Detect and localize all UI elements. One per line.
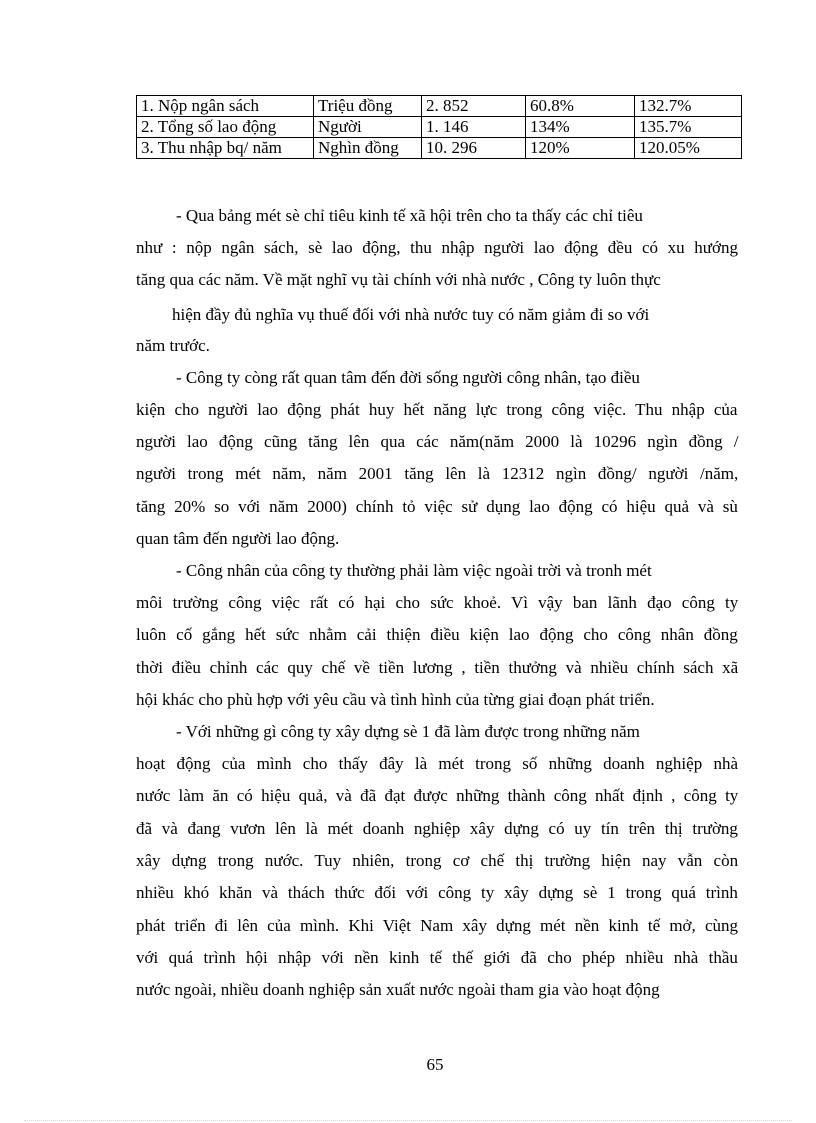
table-cell: Nghìn đồng (314, 138, 422, 159)
paragraph-line: môi trường công việc rất có hại cho sức khoẻ. Vì vậy ban lãnh đạo công ty (136, 593, 739, 612)
paragraph-first-line: - Công nhân của công ty thường phải làm việc ngoài trời và tronh mét (176, 561, 652, 580)
table-row (137, 138, 742, 159)
paragraph-first-line: - Với những gì công ty xây dựng sè 1 đã làm được trong những năm (176, 722, 640, 741)
paragraph-line: kiện cho người lao động phát huy hết năng lực trong công việc. Thu nhập của (136, 400, 738, 419)
table-cell: 10. 296 (422, 138, 526, 159)
table-cell: 120.05% (635, 138, 742, 159)
footer-divider (24, 1120, 792, 1121)
paragraph-line: như : nộp ngân sách, sè lao động, thu nhập người lao động đều có xu hướng (136, 238, 738, 257)
table-cell: 3. Thu nhập bq/ năm (137, 138, 314, 159)
table-row (137, 96, 742, 117)
paragraph (136, 555, 740, 709)
table-cell: 134% (526, 117, 635, 138)
table-cell: 2. 852 (422, 96, 526, 117)
paragraph-first-line: - Qua bảng mét sè chỉ tiêu kinh tế xã hội trên cho ta thấy các chỉ tiêu (176, 206, 643, 225)
paragraph-line: đã và đang vươn lên là mét doanh nghiệp xây dựng có uy tín trên thị trường (136, 819, 738, 838)
table-cell: 1. 146 (422, 117, 526, 138)
paragraph-line: luôn cố gắng hết sức nhằm cải thiện điều kiện lao động cho công nhân đồng (136, 625, 738, 644)
paragraph-first-line: - Công ty còng rất quan tâm đến đời sống người công nhân, tạo điều (176, 368, 640, 387)
paragraph-line: tăng qua các năm. Về mặt nghĩ vụ tài chính với nhà nước , Công ty luôn thực (136, 270, 661, 289)
paragraph (136, 299, 736, 355)
table-cell: 1. Nộp ngân sách (137, 96, 314, 117)
table-cell: Người (314, 117, 422, 138)
indicator-table (136, 95, 742, 159)
paragraph-line: tăng 20% so với năm 2000) chính tỏ việc sử dụng lao động có hiệu quả và sù (136, 497, 738, 516)
paragraph-line: hội khác cho phù hợp với yêu cầu và tình hình của từng giai đoạn phát triển. (136, 690, 655, 709)
table-cell: 60.8% (526, 96, 635, 117)
paragraph-line: năm trước. (136, 336, 210, 355)
paragraph-line: người trong mét năm, năm 2001 tăng lên là 12312 ngìn đồng/ người /năm, (136, 464, 739, 483)
paragraph-line: nhiều khó khăn và thách thức đối với công ty xây dựng sè 1 trong quá trình (136, 883, 738, 902)
paragraph-first-line: hiện đầy đủ nghĩa vụ thuế đối với nhà nước tuy có năm giảm đi so với (172, 305, 650, 324)
paragraph-line: xây dựng trong nước. Tuy nhiên, trong cơ chế thị trường hiện nay vẫn còn (136, 851, 739, 870)
paragraph-line: quan tâm đến người lao động. (136, 529, 340, 548)
paragraph-line: nước ngoài, nhiều doanh nghiệp sản xuất nước ngoài tham gia vào hoạt động (136, 980, 660, 999)
paragraph (136, 200, 740, 289)
table-cell: Triệu đồng (314, 96, 422, 117)
paragraph (136, 716, 740, 999)
table-cell: 135.7% (635, 117, 742, 138)
paragraph-line: nước làm ăn có hiệu quả, và đã đạt được những thành công nhất định , công ty (136, 786, 739, 805)
table-cell: 2. Tổng số lao động (137, 117, 314, 138)
table-row (137, 117, 742, 138)
page-number: 65 (426, 1055, 444, 1074)
paragraph-line: với quá trình hội nhập với nền kinh tế thế giới đã cho phép nhiều nhà thầu (136, 948, 738, 967)
indicator-table-container (136, 95, 742, 159)
paragraph (136, 362, 740, 548)
table-cell: 132.7% (635, 96, 742, 117)
paragraph-line: thời điều chỉnh các quy chế về tiền lương , tiền thưởng và nhiều chính sách xã (136, 658, 739, 677)
paragraph-line: phát triển đi lên của mình. Khi Việt Nam xây dựng mét nền kinh tế mở, cùng (136, 916, 739, 935)
paragraph-line: hoạt động của mình cho thấy đây là mét trong số những doanh nghiệp nhà (136, 754, 738, 773)
table-cell: 120% (526, 138, 635, 159)
paragraph-line: người lao động cũng tăng lên qua các năm(năm 2000 là 10296 ngìn đồng / (136, 432, 739, 451)
